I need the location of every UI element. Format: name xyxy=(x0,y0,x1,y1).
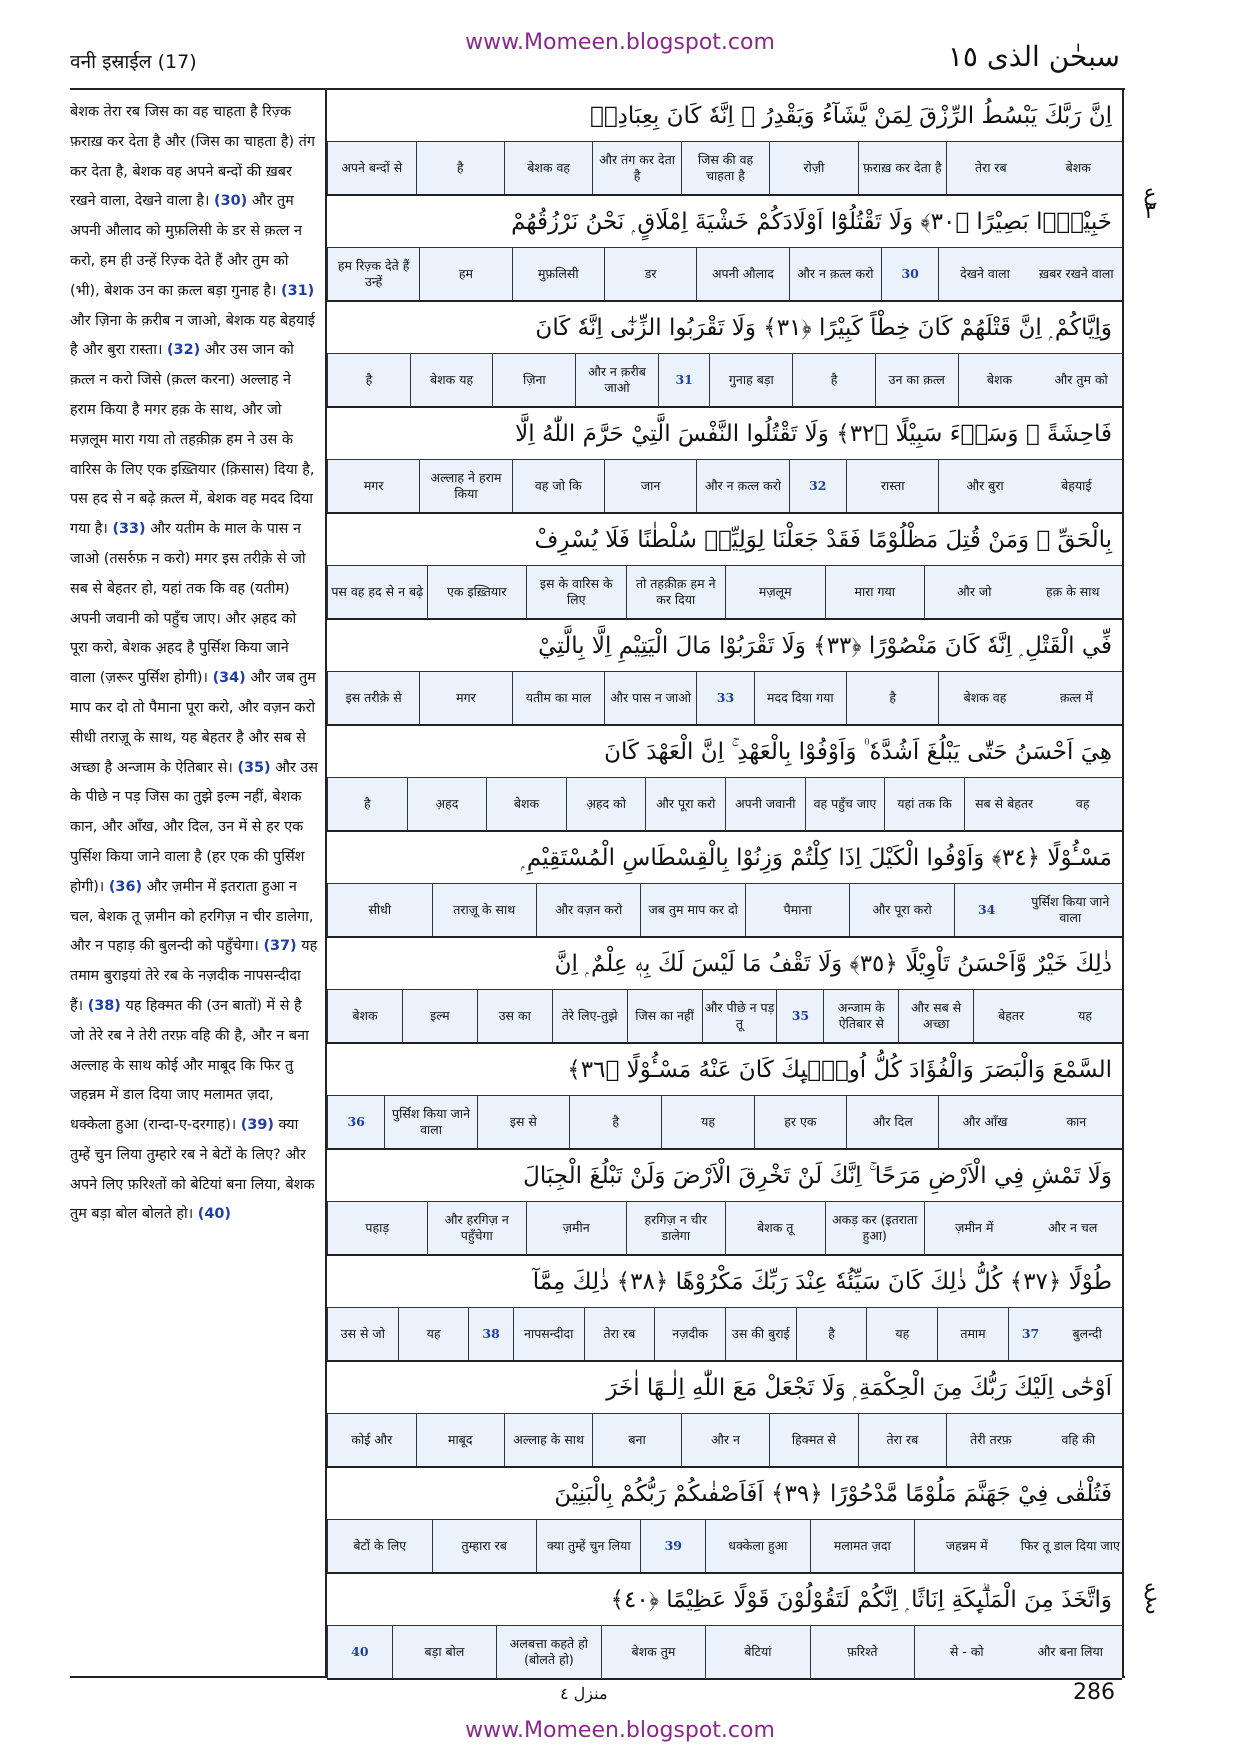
word-meaning-cell: क्या तुम्हें चुन लिया xyxy=(536,1520,640,1572)
word-meaning-cell: बेशक यह xyxy=(410,354,493,406)
translation-text: और जब तुम माप कर दो तो पैमाना पूरा करो, और वज़न करो सीधी तराज़ू के साथ, यह बेहतर है और सब से अच्छा है अन्जाम के ऐतिबार से। xyxy=(70,670,316,776)
ayah-line: اِنَّ رَبَّكَ يَبْسُطُ الرِّزْقَ لِمَنْ يَّشَآءُ وَيَقْدِرُ ۭ اِنَّهٗ كَانَ بِعِبَادِهٖ xyxy=(327,90,1122,142)
word-meaning-cell: मुफ़लिसी xyxy=(512,248,604,300)
word-meaning-cell: ज़िना xyxy=(492,354,575,406)
word-meaning-cell: और न चल xyxy=(1048,1220,1098,1235)
word-meaning-cell: पुर्सिश किया जाने वाला xyxy=(384,1096,476,1148)
word-meaning-cell: जहन्नम में xyxy=(914,1520,1018,1572)
surah-title: वनी इस्राईल (17) xyxy=(70,51,197,73)
ayah-line: هِيَ اَحْسَنُ حَتّٰى يَبْلُغَ اَشُدَّهٗ ۠ وَاَوْفُوْا بِالْعَهْدِ ۚ اِنَّ الْعَهْدَ كَانَ xyxy=(327,726,1122,778)
word-meaning-cell: बेटियां xyxy=(705,1626,809,1678)
ayah-line: السَّمْعَ وَالْبَصَرَ وَالْفُؤَادَ كُلُّ اُولٰۗىِٕكَ كَانَ عَنْهُ مَسْـُٔوْلًا ﴿٣٦﴾ xyxy=(327,1044,1122,1096)
word-translation-row xyxy=(327,1520,1122,1574)
translation-column xyxy=(70,98,318,1668)
word-meaning-cell: सब से बेहतर xyxy=(964,778,1044,830)
word-meaning-cell: तुम्हारा रब xyxy=(432,1520,536,1572)
verse-number-cell: 35 xyxy=(776,990,823,1042)
word-meaning-cell: और बुरा xyxy=(938,460,1030,512)
word-meaning-cell: इस तरीक़े से xyxy=(327,672,419,724)
word-meaning-cell: अल्लाह के साथ xyxy=(504,1414,592,1466)
translation-text: और उस जान को क़त्ल न करो जिसे (क़त्ल करना) अल्लाह ने हराम किया है मगर हक़ के साथ, और जो मज़लूम मारा गया तो तहक़ीक़ हम ने उस के वारिस के लिए एक इख़्तियार (क़िसास) दिया है, पस हद से न बढ़े क़त्ल में, बेशक वह मदद दिया गया है। xyxy=(70,342,315,538)
word-meaning-cell: जब तुम माप कर दो xyxy=(640,884,744,936)
word-meaning-cell: और जो xyxy=(924,566,1024,618)
word-translation-row xyxy=(327,884,1122,938)
word-meaning-cell: बेशक xyxy=(958,354,1041,406)
translation-text: और यतीम के माल के पास न जाओ (तसर्रुफ़ न करो) मगर इस तरीक़े से जो सब से बेहतर हो, यहां तक कि वह (यतीम) अपनी जवानी को पहुँच जाए। और अ़हद को पूरा करो, बेशक अ़हद है पुर्सिश किया जाने वाला (ज़रूर पुर्सिश होगी)। xyxy=(70,521,306,687)
word-meaning-cell: बेशक वह xyxy=(938,672,1030,724)
word-meaning-cell: एक इख़्तियार xyxy=(427,566,527,618)
word-meaning-cell: देखने वाला xyxy=(938,248,1030,300)
word-meaning-cell: बेशक xyxy=(327,990,402,1042)
page-number: 286 xyxy=(1073,1680,1115,1705)
word-meaning-cell: और पूरा करो xyxy=(645,778,725,830)
ayah-line: وَلَا تَمْشِ فِي الْاَرْضِ مَرَحًا ۚ اِنَّكَ لَنْ تَخْرِقَ الْاَرْضَ وَلَنْ تَبْلُغَ الْجِبَالَ xyxy=(327,1150,1122,1202)
word-meaning-cell: ज़मीन xyxy=(526,1202,626,1254)
word-meaning-cell: कान xyxy=(1066,1114,1087,1129)
word-meaning-cell: इस के वारिस के लिए xyxy=(526,566,626,618)
word-translation-row xyxy=(327,1202,1122,1256)
ruku-mark: ع ٣ xyxy=(1143,181,1157,224)
word-meaning-cell: और न क़त्ल करो xyxy=(696,460,788,512)
word-meaning-cell: फ़राख़ कर देता है xyxy=(858,142,946,194)
word-translation-row xyxy=(327,990,1122,1044)
word-meaning-cell: और सब से अच्छा xyxy=(898,990,973,1042)
word-meaning-cell: है xyxy=(796,1308,867,1360)
word-meaning-cell: और पीछे न पड़ तू xyxy=(702,990,777,1042)
word-meaning-cell: हरगिज़ न चीर डालेगा xyxy=(626,1202,726,1254)
word-meaning-cell: हम रिज़्क देते हैं उन्हें xyxy=(327,248,419,300)
frame-right-rule xyxy=(1122,88,1124,1678)
verse-number: (31) xyxy=(281,282,315,299)
ayah-line: فِّي الْقَتْلِ ۭ اِنَّهٗ كَانَ مَنْصُوْرًا ﴿٣٣﴾ وَلَا تَقْرَبُوْا مَالَ الْيَتِيْمِ اِلَّا بِالَّتِيْ xyxy=(327,620,1122,672)
word-meaning-cell: वह xyxy=(1075,796,1090,811)
word-meaning-cell: फ़रिश्ते xyxy=(810,1626,914,1678)
translation-text: और उस के पीछे न पड़ जिस का तुझे इल्म नहीं, बेशक कान, और आँख, और दिल, उन में से हर एक पुर्सिश किया जाने वाला है (हर एक की पुर्सिश होगी)। xyxy=(70,759,318,895)
verse-number: (35) xyxy=(237,759,271,776)
word-meaning-cell: तेरा रब xyxy=(858,1414,946,1466)
word-meaning-cell: यह xyxy=(398,1308,469,1360)
word-meaning-cell: और दिल xyxy=(846,1096,938,1148)
verse-number: (32) xyxy=(166,342,201,359)
word-meaning-cell: बेशक xyxy=(486,778,566,830)
word-meaning-cell: जान xyxy=(604,460,696,512)
word-meaning-cell: बेशक तुम xyxy=(601,1626,705,1678)
word-meaning-cell: पुर्सिश किया जाने वाला xyxy=(1031,894,1110,925)
word-meaning-cell: ख़बर रखने वाला xyxy=(1039,266,1114,281)
translation-text: यह तमाम बुराइयां तेरे रब के नज़दीक नापसन्दीदा हैं। xyxy=(70,938,318,1014)
word-meaning-cell: है xyxy=(327,778,407,830)
word-meaning-cell: मज़लूम xyxy=(725,566,825,618)
translation-text: बेशक तेरा रब जिस का वह चाहता है रिज़्क फ़राख़ कर देता है और (जिस का चाहता है) तंग कर देता है, बेशक वह अपने बन्दों की ख़बर रखने वाला, देखने वाला है। xyxy=(70,104,315,210)
word-meaning-cell: से - को xyxy=(914,1626,1018,1678)
verse-number: (33) xyxy=(112,521,146,538)
word-meaning-cell: मगर xyxy=(419,672,511,724)
word-meaning-cell: और बना लिया xyxy=(1037,1644,1103,1659)
verse-number-cell: 32 xyxy=(789,460,846,512)
word-meaning-cell: इस से xyxy=(477,1096,569,1148)
word-meaning-cell: अपनी जवानी xyxy=(725,778,805,830)
verse-number-cell: 38 xyxy=(468,1308,512,1360)
word-meaning-cell: है xyxy=(569,1096,661,1148)
word-meaning-cell: फिर तू डाल दिया जाए xyxy=(1020,1538,1120,1553)
word-meaning-cell: यहां तक कि xyxy=(884,778,964,830)
verse-number-cell: 37 xyxy=(1008,1308,1052,1360)
word-meaning-cell: हक़ के साथ xyxy=(1046,584,1100,599)
ruku-mark: ع ٤ xyxy=(1143,1576,1157,1619)
word-meaning-cell: अ़हद को xyxy=(566,778,646,830)
para-title: سبحٰن الذی ١٥ xyxy=(947,40,1120,73)
word-meaning-cell: नज़दीक xyxy=(654,1308,725,1360)
word-meaning-cell: रोज़ी xyxy=(769,142,857,194)
word-meaning-cell: तमाम xyxy=(937,1308,1008,1360)
word-meaning-cell: और पास न जाओ xyxy=(604,672,696,724)
word-meaning-cell: और तुम को xyxy=(1054,372,1108,387)
word-meaning-cell: है xyxy=(416,142,504,194)
word-meaning-cell: बड़ा बोल xyxy=(392,1626,496,1678)
verse-number: (38) xyxy=(87,997,121,1014)
word-meaning-cell: वहि की xyxy=(1061,1432,1096,1447)
word-meaning-cell: पैमाना xyxy=(745,884,849,936)
word-meaning-cell: अल्लाह ने हराम किया xyxy=(419,460,511,512)
verse-number: (37) xyxy=(263,938,297,955)
word-meaning-cell: तेरा रब xyxy=(946,142,1034,194)
word-meaning-cell: रास्ता xyxy=(846,460,938,512)
word-meaning-cell: है xyxy=(846,672,938,724)
word-translation-row xyxy=(327,354,1122,408)
word-meaning-cell: अन्जाम के ऐतिबार से xyxy=(823,990,898,1042)
word-meaning-cell: बना xyxy=(592,1414,680,1466)
translation-text: क्या तुम्हें चुन लिया तुम्हारे रब ने बेटों के लिए? और अपने लिए फ़रिश्तों को बेटियां बना लिया, बेशक तुम बड़ा बोल बोलते हो। xyxy=(70,1117,315,1223)
word-meaning-cell: नापसन्दीदा xyxy=(513,1308,584,1360)
word-meaning-cell: अलबत्ता कहते हो (बोलते हो) xyxy=(496,1626,600,1678)
ayah-line: وَاِيَّاكُمْ ۭ اِنَّ قَتْلَهُمْ كَانَ خِطْاً كَبِيْرًا ﴿٣١﴾ وَلَا تَقْرَبُوا الزِّنٰٓى اِنَّهٗ كَانَ xyxy=(327,302,1122,354)
word-meaning-cell: और न क़रीब जाओ xyxy=(575,354,658,406)
word-meaning-cell: और पूरा करो xyxy=(849,884,953,936)
word-meaning-cell: और तंग कर देता है xyxy=(592,142,680,194)
verse-number-cell: 40 xyxy=(327,1626,392,1678)
word-meaning-cell: मदद दिया गया xyxy=(754,672,846,724)
word-meaning-cell: बेहतर xyxy=(973,990,1048,1042)
ayah-line: وَاتَّخَذَ مِنَ الْمَلٰۗىِٕكَةِ اِنَاثًا ۭ اِنَّكُمْ لَتَقُوْلُوْنَ قَوْلًا عَظِيْمًا ﴿٤٠﴾ xyxy=(327,1574,1122,1626)
word-meaning-cell: अकड़ कर (इतराता हुआ) xyxy=(825,1202,925,1254)
word-meaning-cell: बेशक तू xyxy=(725,1202,825,1254)
word-translation-row xyxy=(327,1096,1122,1150)
word-meaning-cell: अपने बन्दों से xyxy=(327,142,415,194)
ayah-line: اَوْحٰٓى اِلَيْكَ رَبُّكَ مِنَ الْحِكْمَةِ ۭ وَلَا تَجْعَلْ مَعَ اللّٰهِ اِلٰـهًا اٰخَرَ xyxy=(327,1362,1122,1414)
word-translation-row xyxy=(327,460,1122,514)
ayah-line: بِالْحَقِّ ۭ وَمَنْ قُتِلَ مَظْلُوْمًا فَقَدْ جَعَلْنَا لِوَلِيِّهٖ سُلْطٰنًا فَلَا يُسْرِفْ xyxy=(327,514,1122,566)
ayah-line: فَتُلْقٰى فِيْ جَهَنَّمَ مَلُوْمًا مَّدْحُوْرًا ﴿٣٩﴾ اَفَاَصْفٰىكُمْ رَبُّكُمْ بِالْبَنِيْنَ xyxy=(327,1468,1122,1520)
word-meaning-cell: तो तहक़ीक़ हम ने कर दिया xyxy=(626,566,726,618)
verse-number: (30) xyxy=(214,193,248,210)
word-translation-row xyxy=(327,142,1122,196)
word-meaning-cell: इल्म xyxy=(402,990,477,1042)
word-meaning-cell: उन का क़त्ल xyxy=(875,354,958,406)
word-meaning-cell: तेरा रब xyxy=(584,1308,655,1360)
ayah-line: ذٰلِكَ خَيْرٌ وَّاَحْسَنُ تَاْوِيْلًا ﴿٣٥﴾ وَلَا تَقْفُ مَا لَيْسَ لَكَ بِهٖ عِلْمٌ ۭ اِنَّ xyxy=(327,938,1122,990)
word-meaning-cell: जिस की वह चाहता है xyxy=(681,142,769,194)
word-meaning-cell: हर एक xyxy=(754,1096,846,1148)
word-meaning-cell: जिस का नहीं xyxy=(627,990,702,1042)
word-meaning-cell: ज़मीन में xyxy=(924,1202,1024,1254)
word-meaning-cell: है xyxy=(792,354,875,406)
verse-number-cell: 39 xyxy=(640,1520,705,1572)
word-meaning-cell: अपनी औलाद xyxy=(696,248,788,300)
word-meaning-cell: कोई और xyxy=(327,1414,415,1466)
word-meaning-cell: यह xyxy=(866,1308,937,1360)
header-url[interactable]: www.Momeen.blogspot.com xyxy=(465,30,775,55)
word-translation-row xyxy=(327,1414,1122,1468)
word-meaning-cell: उस का xyxy=(477,990,552,1042)
translation-text: और ज़िना के क़रीब न जाओ, बेशक यह बेहयाई है और बुरा रास्ता। xyxy=(70,312,315,359)
word-meaning-cell: और आँख xyxy=(938,1096,1030,1148)
word-translation-row xyxy=(327,1308,1122,1362)
manzil-label: منزل ٤ xyxy=(560,1684,608,1703)
word-meaning-cell: बेशक xyxy=(1065,160,1091,175)
word-translation-row xyxy=(327,672,1122,726)
verse-number-cell: 33 xyxy=(696,672,753,724)
translation-text: यह हिक्मत की (उन बातों) में से है जो तेरे रब ने तेरी तरफ़ वहि की है, और न बना अल्लाह के साथ कोई और माबूद कि फिर तु जहन्नम में डाल दिया जाए मलामत ज़दा, धक्केला हुआ (रान्दा-ए-दरगाह)। xyxy=(70,997,309,1134)
word-meaning-cell: पस वह हद से न बढ़े xyxy=(327,566,427,618)
verse-number-cell: 31 xyxy=(658,354,710,406)
word-meaning-cell: तेरी तरफ़ xyxy=(946,1414,1034,1466)
word-meaning-cell: और न xyxy=(681,1414,769,1466)
word-meaning-cell: उस से जो xyxy=(327,1308,398,1360)
word-meaning-cell: वह पहुँच जाए xyxy=(805,778,885,830)
word-meaning-cell: क़त्ल में xyxy=(1059,690,1093,705)
word-meaning-cell: अ़हद xyxy=(407,778,487,830)
word-meaning-cell: मारा गया xyxy=(825,566,925,618)
verse-number: (36) xyxy=(108,878,143,895)
word-meaning-cell: मगर xyxy=(327,460,419,512)
word-meaning-cell: हिक्मत से xyxy=(769,1414,857,1466)
word-meaning-cell: यह xyxy=(1078,1008,1092,1023)
word-meaning-cell: वह जो कि xyxy=(512,460,604,512)
word-meaning-cell: उस की बुराई xyxy=(725,1308,796,1360)
word-meaning-cell: और न क़त्ल करो xyxy=(789,248,881,300)
word-meaning-cell: तराज़ू के साथ xyxy=(432,884,536,936)
ayah-line: مَسْـُٔوْلًا ﴿٣٤﴾ وَاَوْفُوا الْكَيْلَ اِذَا كِلْتُمْ وَزِنُوْا بِالْقِسْطَاسِ الْمُسْتَقِيْمِ ۭ xyxy=(327,832,1122,884)
verse-number-cell: 34 xyxy=(954,884,1019,936)
word-meaning-cell: गुनाह बड़ा xyxy=(709,354,792,406)
translation-text: और ज़मीन में इतराता हुआ न चल, बेशक तू ज़मीन को हरगिज़ न चीर डालेगा, और न पहाड़ की बुलन्दी को पहुँचेगा। xyxy=(70,878,314,955)
ayah-line: خَبِيْرًۢا بَصِيْرًا ﴿٣٠﴾ وَلَا تَقْتُلُوْٓا اَوْلَادَكُمْ خَشْيَةَ اِمْلَاقٍ ۭ نَحْنُ نَرْزُقُهُمْ xyxy=(327,196,1122,248)
translation-text: और तुम अपनी औलाद को मुफ़लिसी के डर से क़त्ल न करो, हम ही उन्हें रिज़्क देते हैं और तुम को (भी), बेशक उन का क़त्ल बड़ा गुनाह है। xyxy=(70,193,302,299)
word-meaning-cell: हम xyxy=(419,248,511,300)
word-meaning-cell: है xyxy=(327,354,410,406)
word-translation-row xyxy=(327,1626,1122,1680)
word-meaning-cell: माबूद xyxy=(416,1414,504,1466)
word-meaning-cell: डर xyxy=(604,248,696,300)
word-meaning-cell: बेशक वह xyxy=(504,142,592,194)
word-translation-row xyxy=(327,778,1122,832)
word-meaning-cell: सीधी xyxy=(327,884,431,936)
word-meaning-cell: यह xyxy=(661,1096,753,1148)
verse-number-cell: 30 xyxy=(881,248,938,300)
verse-number: (34) xyxy=(212,670,246,687)
word-translation-row xyxy=(327,248,1122,302)
word-meaning-cell: बेटों के लिए xyxy=(327,1520,431,1572)
word-translation-row xyxy=(327,566,1122,620)
word-meaning-cell: धक्केला हुआ xyxy=(705,1520,809,1572)
word-meaning-cell: मलामत ज़दा xyxy=(810,1520,914,1572)
word-by-word-column xyxy=(327,90,1122,1676)
verse-number: (40) xyxy=(197,1206,231,1223)
word-meaning-cell: और हरगिज़ न पहुँचेगा xyxy=(427,1202,527,1254)
verse-number: (39) xyxy=(240,1117,274,1134)
word-meaning-cell: पहाड़ xyxy=(327,1202,427,1254)
ayah-line: طُوْلًا ﴿٣٧﴾ كُلُّ ذٰلِكَ كَانَ سَيِّئُهٗ عِنْدَ رَبِّكَ مَكْرُوْهًا ﴿٣٨﴾ ذٰلِكَ مِمَّآ xyxy=(327,1256,1122,1308)
word-meaning-cell: यतीम का माल xyxy=(512,672,604,724)
word-meaning-cell: बुलन्दी xyxy=(1072,1326,1102,1341)
word-meaning-cell: और वज़न करो xyxy=(536,884,640,936)
ayah-line: فَاحِشَةً ۭ وَسَاۗءَ سَبِيْلًا ﴿٣٢﴾ وَلَا تَقْتُلُوا النَّفْسَ الَّتِيْ حَرَّمَ اللّٰهُ اِلَّا xyxy=(327,408,1122,460)
footer-url[interactable]: www.Momeen.blogspot.com xyxy=(465,1718,775,1743)
word-meaning-cell: तेरे लिए-तुझे xyxy=(552,990,627,1042)
word-meaning-cell: बेहयाई xyxy=(1061,478,1092,493)
verse-number-cell: 36 xyxy=(327,1096,384,1148)
